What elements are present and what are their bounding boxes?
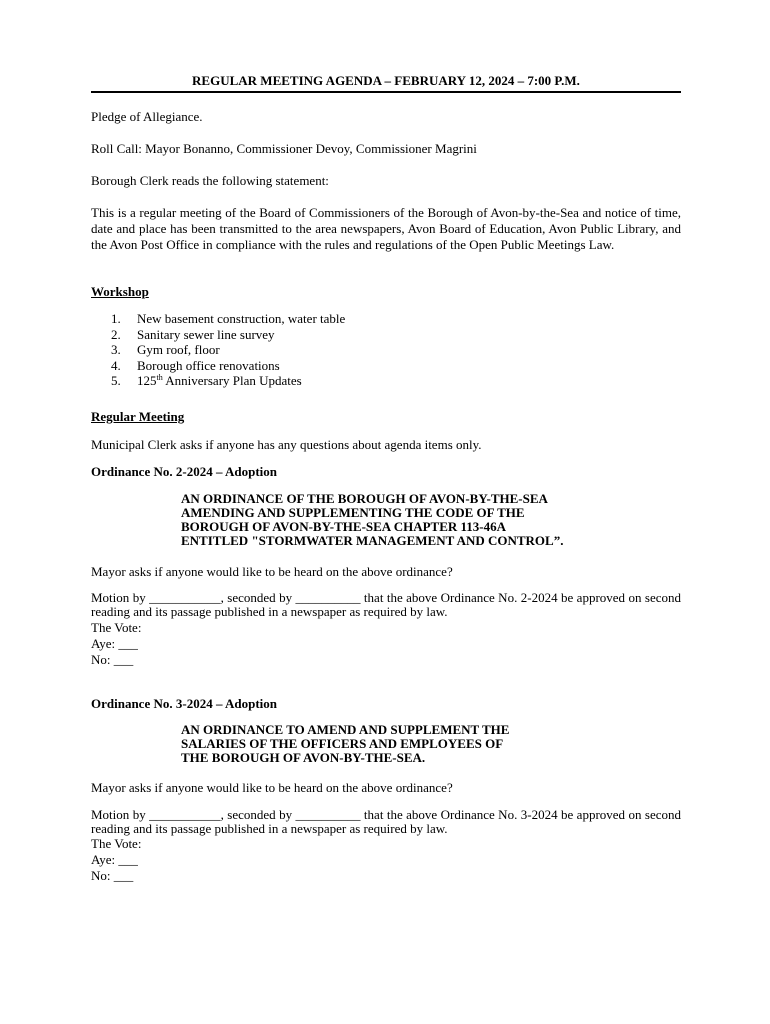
aye-line: Aye: ___ bbox=[91, 636, 138, 651]
regular-meeting-heading: Regular Meeting bbox=[91, 409, 185, 424]
no-line: No: ___ bbox=[91, 652, 134, 667]
motion-text: Motion by ___________, seconded by __________ that the above Ordinance No. 2-2024 be approved on second reading and its passage published in a newspaper as required by law. bbox=[91, 590, 681, 619]
hearing-text: Mayor asks if anyone would like to be heard on the above ordinance? bbox=[91, 564, 453, 579]
page-title: REGULAR MEETING AGENDA – FEBRUARY 12, 2024 – 7:00 P.M. bbox=[91, 73, 681, 93]
list-item: 3. Gym roof, floor bbox=[111, 342, 220, 357]
no-line: No: ___ bbox=[91, 868, 134, 883]
clerk-statement-intro: Borough Clerk reads the following statement: bbox=[91, 173, 329, 188]
open-meetings-statement: This is a regular meeting of the Board of Commissioners of the Borough of Avon-by-the-Sea and notice of time, date and place has been transmitted to the area newspapers, Avon Board of Education, Avon Public Library, and the Avon Post Office in compliance with the rules and regulations of the Open Public Meetings Law. bbox=[91, 205, 681, 252]
list-item: 4. Borough office renovations bbox=[111, 357, 280, 373]
aye-line: Aye: ___ bbox=[91, 852, 138, 867]
ordinance-heading: Ordinance No. 2-2024 – Adoption bbox=[91, 464, 277, 479]
ordinance-title: AN ORDINANCE TO AMEND AND SUPPLEMENT THE SALARIES OF THE OFFICERS AND EMPLOYEES OF THE BOROUGH OF AVON-BY-THE-SEA. bbox=[181, 722, 510, 765]
list-item: 2. Sanitary sewer line survey bbox=[111, 326, 275, 342]
list-item: 1. New basement construction, water table bbox=[111, 311, 346, 326]
roll-call-text: Roll Call: Mayor Bonanno, Commissioner Devoy, Commissioner Magrini bbox=[91, 141, 477, 156]
list-item: 5. 125th Anniversary Plan Updates bbox=[111, 373, 302, 388]
ordinance-heading: Ordinance No. 3-2024 – Adoption bbox=[91, 696, 277, 711]
hearing-text: Mayor asks if anyone would like to be heard on the above ordinance? bbox=[91, 780, 453, 795]
vote-label: The Vote: bbox=[91, 620, 142, 635]
motion-text: Motion by ___________, seconded by __________ that the above Ordinance No. 3-2024 be approved on second reading and its passage published in a newspaper as required by law. bbox=[91, 807, 681, 836]
workshop-heading: Workshop bbox=[91, 284, 149, 299]
ordinance-title: AN ORDINANCE OF THE BOROUGH OF AVON-BY-THE-SEA AMENDING AND SUPPLEMENTING THE CODE OF THE BOROUGH OF AVON-BY-THE-SEA CHAPTER 113-46A ENTITLED "STORMWATER MANAGEMENT AND CONTROL”. bbox=[181, 491, 564, 548]
vote-label: The Vote: bbox=[91, 836, 142, 851]
pledge-text: Pledge of Allegiance. bbox=[91, 109, 203, 124]
clerk-questions-text: Municipal Clerk asks if anyone has any questions about agenda items only. bbox=[91, 437, 482, 452]
workshop-list bbox=[111, 311, 345, 389]
